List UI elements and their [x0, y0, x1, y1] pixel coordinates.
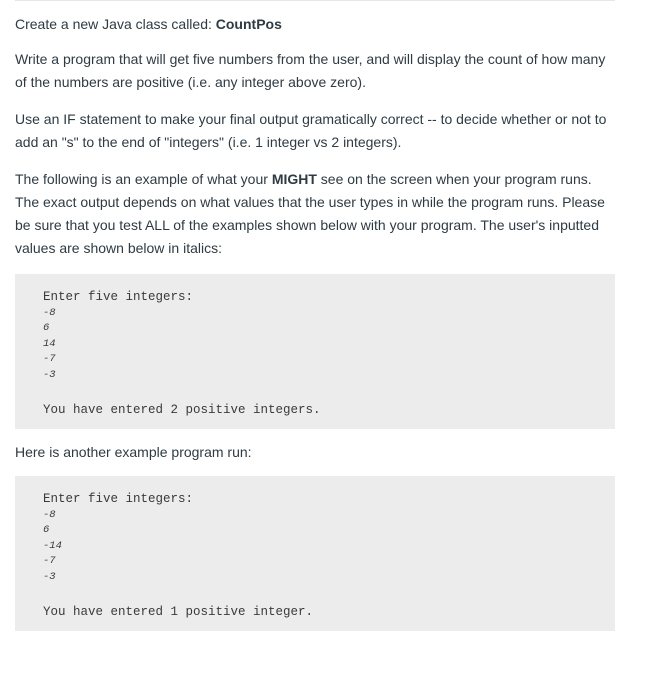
example2-input-4: -7 [43, 555, 56, 568]
intro-prefix: Create a new Java class called: [15, 16, 216, 32]
class-name: CountPos [215, 16, 282, 32]
example1-output: You have entered 2 positive integers. [43, 403, 321, 418]
para3-after: see on the screen when your program runs. The exact output depends on what values that the user types in while the program runs. Please be sure that you test ALL of the examples shown below with your program. The user's inputted values are shown below in italics: [15, 171, 605, 256]
example2-input-1: -8 [43, 509, 56, 521]
para3-before: The following is an example of what your [15, 171, 272, 187]
example1-input-4: -7 [43, 353, 56, 366]
example2-input-3: -14 [43, 539, 62, 552]
example1-prompt: Enter five integers: [43, 290, 194, 304]
example2-input-2: 6 [43, 524, 50, 537]
example1-input-2: 6 [43, 322, 50, 335]
top-divider [15, 0, 615, 1]
para3-emphasis: MIGHT [271, 171, 317, 187]
example1-input-1: -8 [43, 307, 56, 319]
example2-input-5: -3 [43, 570, 56, 583]
example1-input-3: 14 [43, 337, 56, 350]
example-output-box-1 [15, 274, 615, 429]
example2-output: You have entered 1 positive integer. [43, 605, 314, 620]
example-output-box-2 [15, 476, 615, 631]
another-example-label: Here is another example program run: [15, 444, 252, 460]
paragraph-example-intro [15, 168, 618, 260]
intro-line [15, 14, 618, 34]
example1-input-5: -3 [43, 368, 56, 381]
paragraph-if-statement: Use an IF statement to make your final output gramatically correct -- to decide whether or not to add an "s" to the end of "integers" (i.e. 1 integer vs 2 integers). [15, 111, 607, 150]
assignment-content [15, 14, 618, 631]
paragraph-description: Write a program that will get five numbers from the user, and will display the count of how many of the numbers are positive (i.e. any integer above zero). [15, 51, 606, 90]
example2-prompt: Enter five integers: [43, 492, 194, 506]
